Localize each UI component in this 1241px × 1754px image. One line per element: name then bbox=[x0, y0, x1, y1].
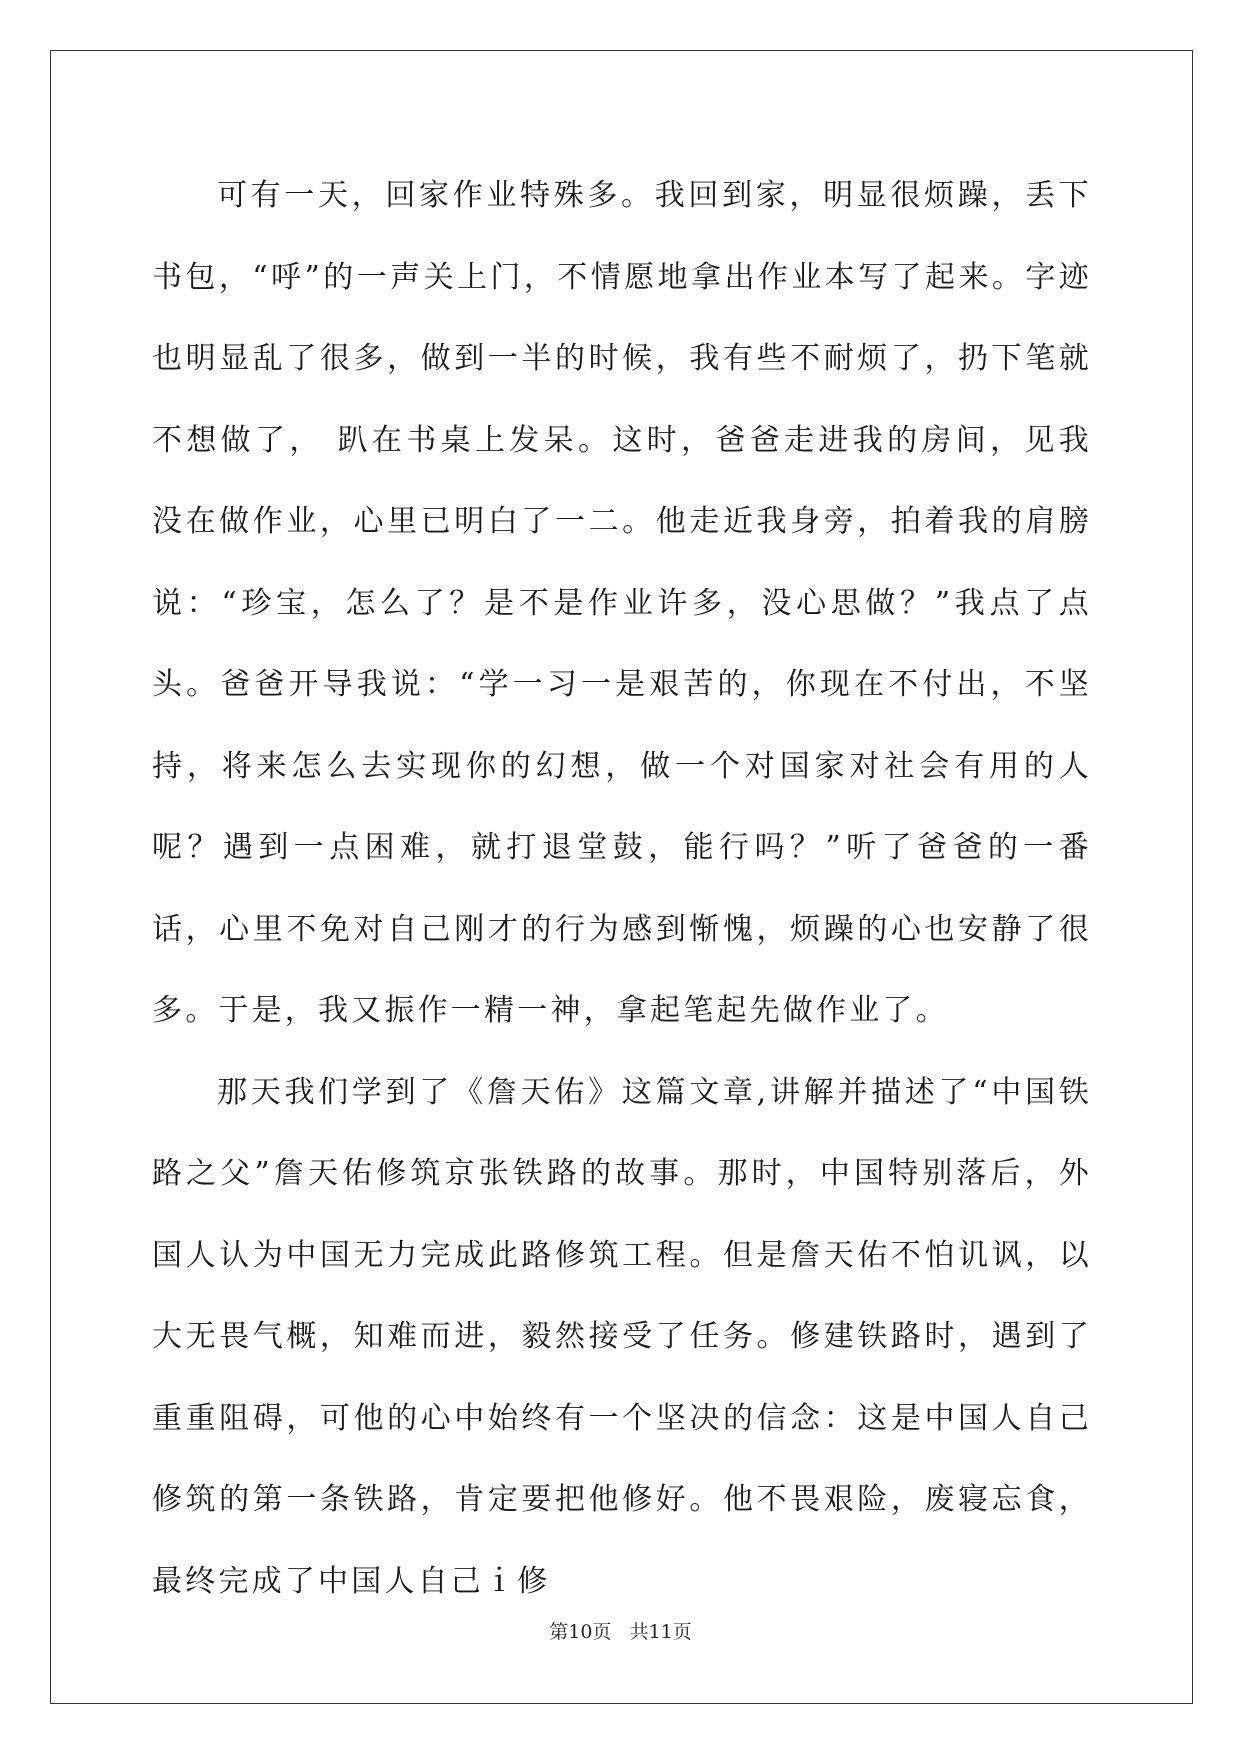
paragraph-1: 可有一天，回家作业特殊多。我回到家，明显很烦躁，丢下书包，“呼”的一声关上门，不情愿地拿出作业本写了起来。字迹也明显乱了很多，做到一半的时候，我有些不耐烦了，扔下笔就不想做了， 趴在书桌上发呆。这时，爸爸走进我的房间，见我没在做作业，心里已明白了一二。他走近我身旁，拍着我的肩膀说：“珍宝，怎么了？是不是作业许多，没心思做？”我点了点头。爸爸开导我说：“学一习一是艰苦的，你现在不付出，不坚持，将来怎么去实现你的幻想，做一个对国家对社会有用的人呢？遇到一点困难，就打退堂鼓，能行吗？”听了爸爸的一番话，心里不免对自己刚才的行为感到惭愧，烦躁的心也安静了很多。于是，我又振作一精一神，拿起笔起先做作业了。 bbox=[152, 178, 1092, 1028]
page-number: 第10页 bbox=[549, 1621, 612, 1643]
page-footer bbox=[0, 1617, 1241, 1644]
paragraph-2: 那天我们学到了《詹天佑》这篇文章,讲解并描述了“中国铁路之父”詹天佑修筑京张铁路的故事。那时，中国特别落后，外国人认为中国无力完成此路修筑工程。但是詹天佑不怕讥讽，以大无畏气概，知难而进，毅然接受了任务。修建铁路时，遇到了重重阻碍，可他的心中始终有一个坚决的信念：这是中国人自己修筑的第一条铁路，肯定要把他修好。他不畏艰险，废寝忘食，最终完成了中国人自己ｉ修 bbox=[152, 1074, 1092, 1599]
page-total: 共11页 bbox=[629, 1621, 692, 1643]
document-body bbox=[152, 155, 1092, 1622]
